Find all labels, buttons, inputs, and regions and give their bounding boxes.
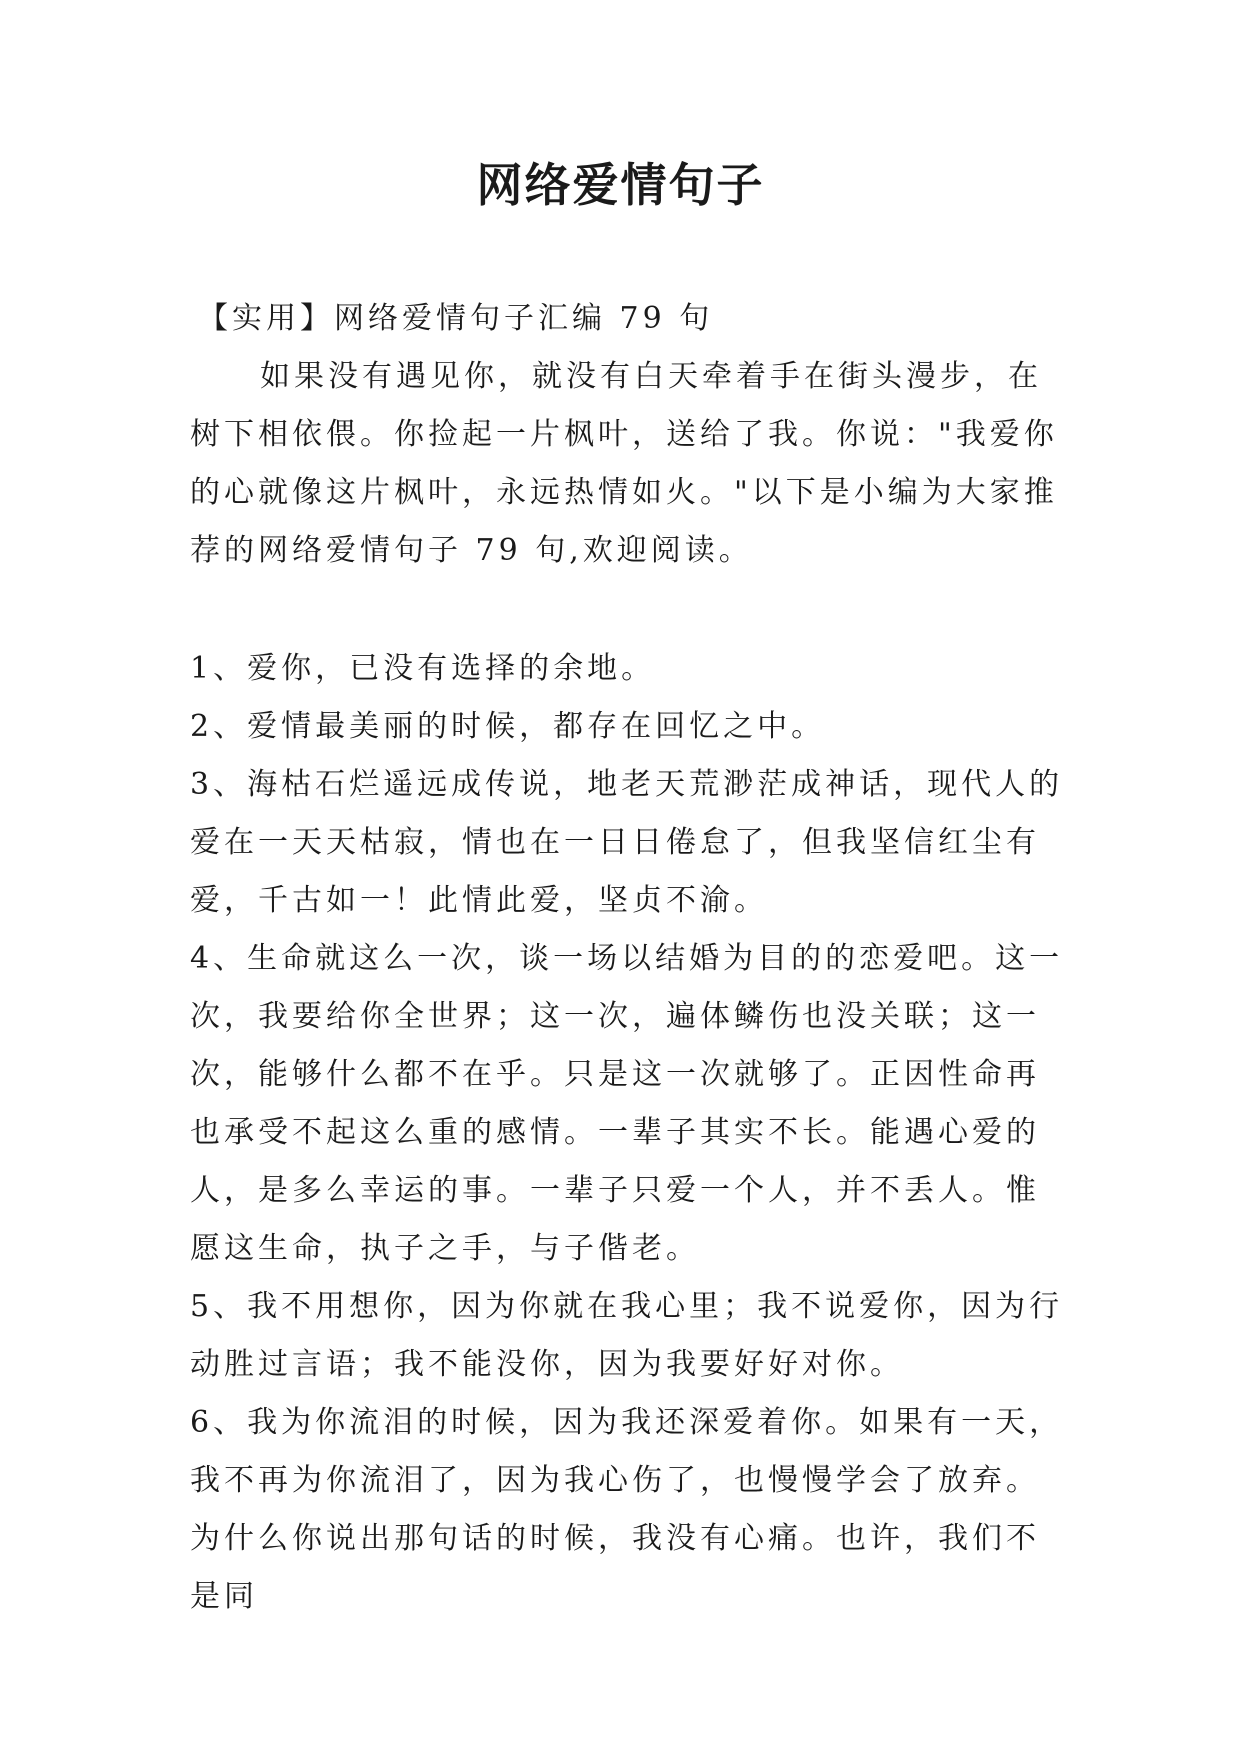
intro-paragraph: 如果没有遇见你，就没有白天牵着手在街头漫步，在树下相依偎。你捡起一片枫叶，送给了我。你说："我爱你的心就像这片枫叶，永远热情如火。"以下是小编为大家推荐的网络爱情句子 79 句,欢迎阅读。 <box>190 359 1058 568</box>
list-item: 6、我为你流泪的时候，因为我还深爱着你。如果有一天，我不再为你流泪了，因为我心伤了，也慢慢学会了放弃。为什么你说出那句话的时候，我没有心痛。也许，我们不是同 <box>190 1405 1064 1614</box>
list-item: 3、海枯石烂遥远成传说，地老天荒渺茫成神话，现代人的爱在一天天枯寂，情也在一日日倦怠了，但我坚信红尘有爱，千古如一！此情此爱，坚贞不渝。 <box>190 767 1064 918</box>
paragraph-spacer <box>190 580 1070 640</box>
list-item: 1、爱你，已没有选择的余地。 <box>190 651 656 686</box>
document-subtitle: 【实用】网络爱情句子汇编 79 句 <box>198 301 714 336</box>
document-title: 网络爱情句子 <box>476 158 765 212</box>
list-item: 2、爱情最美丽的时候，都存在回忆之中。 <box>190 709 826 744</box>
document-body <box>190 290 1070 1626</box>
list-item: 5、我不用想你，因为你就在我心里；我不说爱你，因为行动胜过言语；我不能没你，因为我要好好对你。 <box>190 1289 1064 1382</box>
list-item: 4、生命就这么一次，谈一场以结婚为目的的恋爱吧。这一次，我要给你全世界；这一次，遍体鳞伤也没关联；这一次，能够什么都不在乎。只是这一次就够了。正因性命再也承受不起这么重的感情。一辈子其实不长。能遇心爱的人，是多么幸运的事。一辈子只爱一个人，并不丢人。惟愿这生命，执子之手，与子偕老。 <box>190 941 1064 1266</box>
